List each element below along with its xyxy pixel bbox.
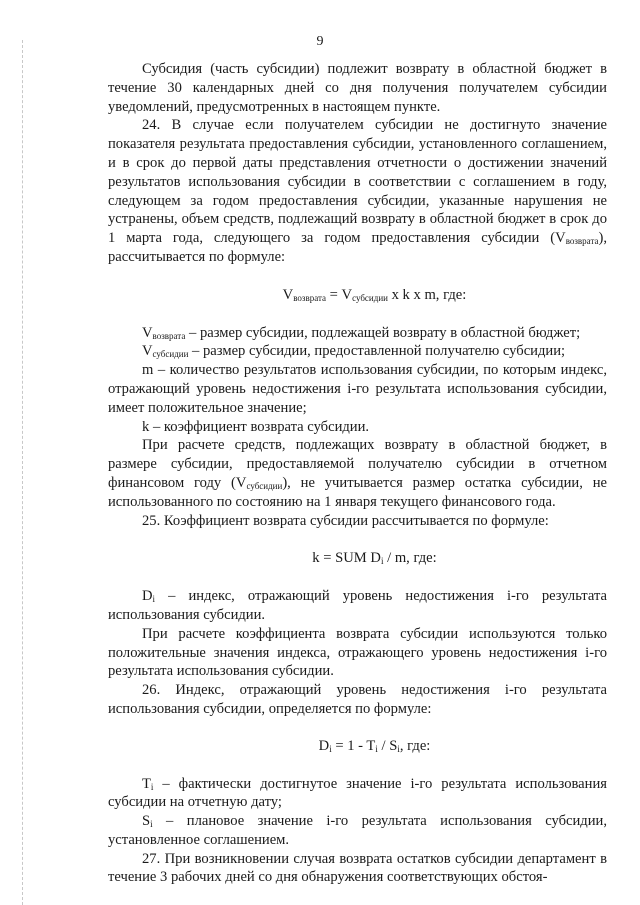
- document-body: [108, 60, 607, 887]
- definition-si: $S_i$ – плановое значение i-го результата использования субсидии, установленное соглашением.: [108, 813, 607, 848]
- formula-coefficient: k = SUM $D_i$ / m, где:: [312, 550, 437, 567]
- formula-refund-volume: $V_{возврата} = V_{субсидии}$ x k x m, где:: [282, 286, 467, 303]
- paragraph-24: 24. В случае если получателем субсидии не достигнуто значение показателя результата предоставления субсидии, установленного соглашением, и в срок до первой даты представления отчетности о достижении значений результатов использования субсидии в соответствии с соглашением в году, следующем за годом предоставления субсидии, указанные нарушения не устранены, объем средств, подлежащий возврату в областной бюджет в срок до 1 марта года, следующего за годом предоставления субсидии $(V_{возврата})$, рассчитывается по формуле:: [108, 117, 607, 265]
- formula-index: $D_i = 1 - T_i / S_i$, где:: [318, 737, 431, 754]
- paragraph-calculation-note: При расчете средств, подлежащих возврату в областной бюджет, в размере субсидии, предоставляемой получателю субсидии в отчетном финансовом году $(V_{субсидии})$, не учитывается размер остатка субсидии, не использованного по состоянию на 1 января текущего финансового года.: [108, 437, 607, 510]
- paragraph-26: 26. Индекс, отражающий уровень недостижения i-го результата использования субсидии, определяется по формуле:: [108, 682, 607, 717]
- binding-margin-line: [22, 40, 23, 905]
- definition-di: $D_i$ – индекс, отражающий уровень недостижения i-го результата использования субсидии.: [108, 588, 607, 623]
- paragraph-27: 27. При возникновении случая возврата остатков субсидии департамент в течение 3 рабочих дней со дня обнаружения соответствующих обстоя-: [108, 850, 607, 886]
- definition-v-subsidy: $V_{субсидии}$ – размер субсидии, предоставленной получателю субсидии;: [142, 343, 566, 360]
- definition-k: k – коэффициент возврата субсидии.: [142, 418, 370, 435]
- definition-m: m – количество результатов использования субсидии, по которым индекс, отражающий уровень недостижения i-го результата использования субсидии, имеет положительное значение;: [108, 362, 607, 416]
- paragraph-25: 25. Коэффициент возврата субсидии рассчитывается по формуле:: [142, 512, 549, 529]
- definition-ti: $T_i$ – фактически достигнутое значение i-го результата использования субсидии на отчетную дату;: [108, 775, 607, 811]
- page-number: 9: [316, 34, 324, 49]
- paragraph-coefficient-note: При расчете коэффициента возврата субсидии используются только положительные значения индекса, отражающего уровень недостижения i-го результата использования субсидии.: [108, 625, 607, 680]
- definition-v-refund: $V_{возврата}$ – размер субсидии, подлежащей возврату в областной бюджет;: [142, 324, 581, 341]
- paragraph-refund-term: Субсидия (часть субсидии) подлежит возврату в областной бюджет в течение 30 календарных дней со дня получения получателем субсидии уведомлений, предусмотренных в настоящем пункте.: [108, 61, 607, 115]
